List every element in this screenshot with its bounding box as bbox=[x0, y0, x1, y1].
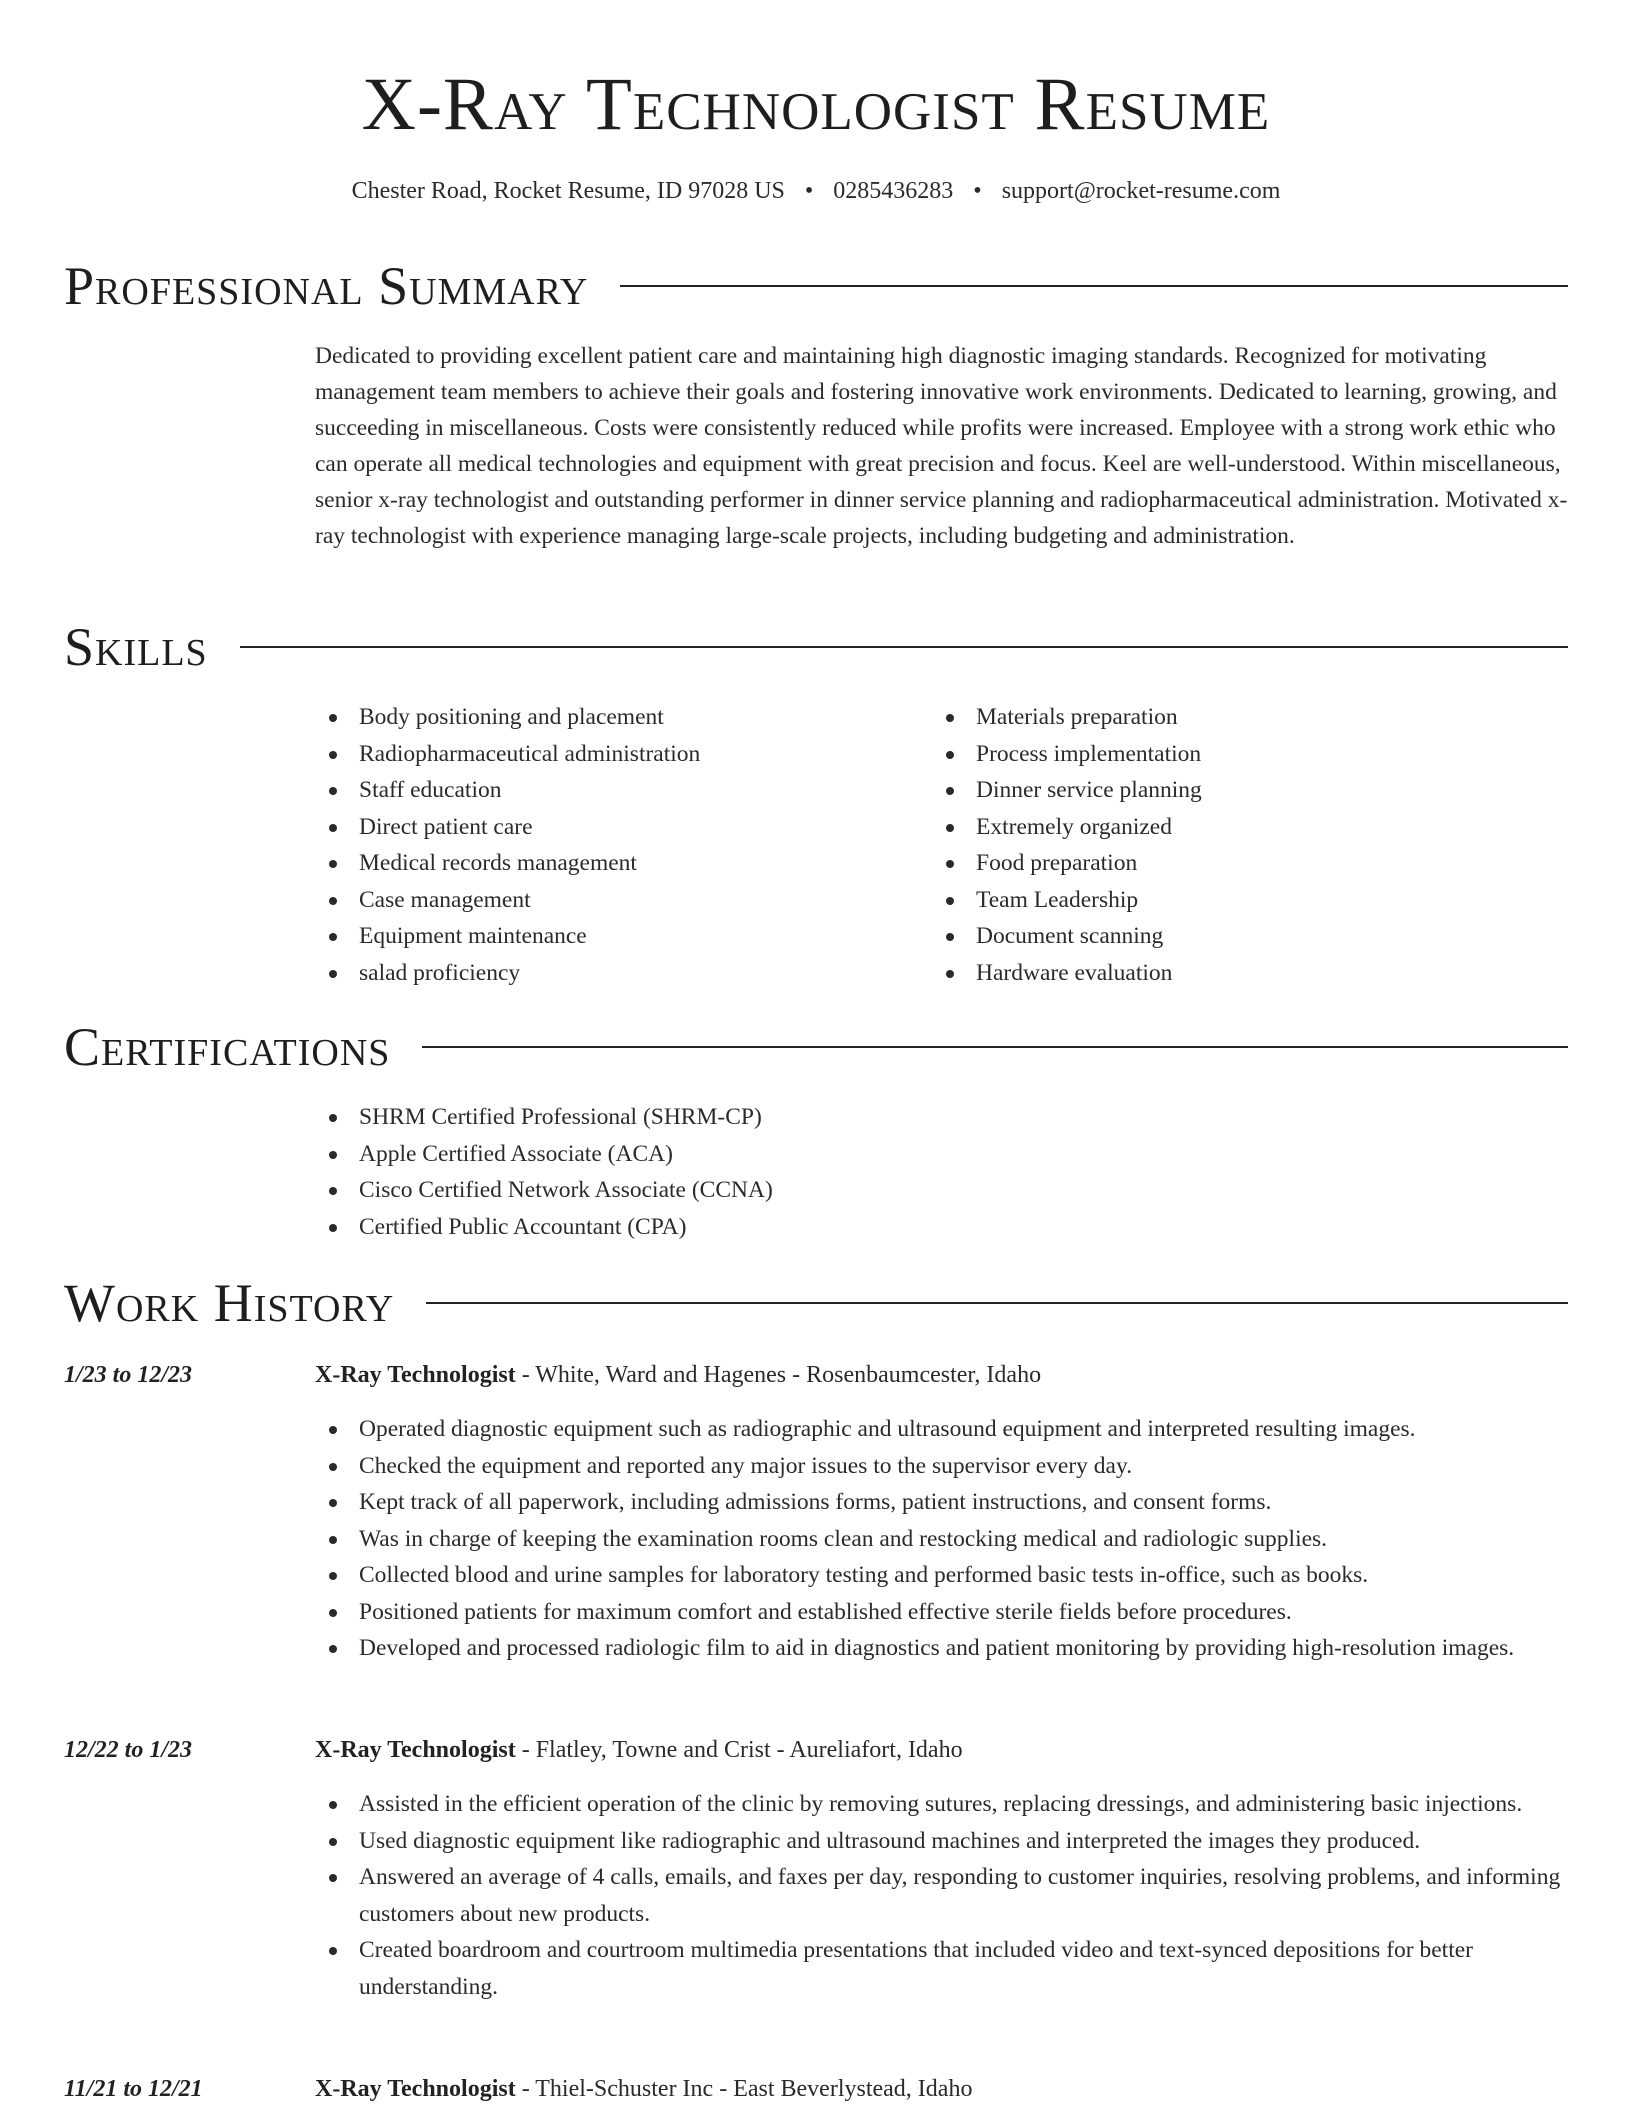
section-divider bbox=[426, 1302, 1568, 1304]
certifications-list bbox=[315, 1099, 1315, 1245]
section-divider bbox=[422, 1046, 1568, 1048]
certifications-section-header bbox=[64, 1017, 1568, 1077]
work-history-section-header bbox=[64, 1273, 1568, 1333]
contact-separator: • bbox=[804, 178, 814, 204]
skill-item: Direct patient care bbox=[315, 809, 915, 846]
skill-item: Dinner service planning bbox=[932, 772, 1532, 809]
skills-list-right bbox=[932, 699, 1532, 991]
job-heading bbox=[315, 1734, 963, 1766]
skill-item: Materials preparation bbox=[932, 699, 1532, 736]
skill-item: Document scanning bbox=[932, 918, 1532, 955]
skills-list-left bbox=[315, 699, 915, 991]
job-bullet: Operated diagnostic equipment such as radiographic and ultrasound equipment and interpreted resulting images. bbox=[315, 1411, 1580, 1448]
work-history-heading: Work History bbox=[64, 1273, 395, 1333]
job-heading bbox=[315, 2073, 972, 2105]
skill-item: Radiopharmaceutical administration bbox=[315, 736, 915, 773]
contact-separator: • bbox=[973, 178, 982, 204]
section-divider bbox=[620, 285, 1568, 287]
skill-item: Staff education bbox=[315, 772, 915, 809]
contact-line bbox=[0, 175, 1632, 207]
job-bullet: Positioned patients for maximum comfort and established effective sterile fields before procedures. bbox=[315, 1594, 1580, 1631]
job-dates: 12/22 to 1/23 bbox=[64, 1737, 193, 1763]
contact-email: support@rocket-resume.com bbox=[1001, 178, 1281, 204]
skill-item: Process implementation bbox=[932, 736, 1532, 773]
job-role: X-Ray Technologist bbox=[315, 2076, 516, 2102]
job-bullet: Kept track of all paperwork, including admissions forms, patient instructions, and consent forms. bbox=[315, 1484, 1580, 1521]
skills-heading: Skills bbox=[64, 617, 208, 677]
certification-item: Cisco Certified Network Associate (CCNA) bbox=[315, 1172, 1315, 1209]
skill-item: Equipment maintenance bbox=[315, 918, 915, 955]
section-divider bbox=[240, 646, 1568, 648]
job-bullet: Was in charge of keeping the examination rooms clean and restocking medical and radiologic supplies. bbox=[315, 1521, 1580, 1558]
job-bullet: Collected blood and urine samples for laboratory testing and performed basic tests in-office, such as books. bbox=[315, 1557, 1580, 1594]
job-bullets bbox=[315, 1786, 1580, 2005]
certifications-heading: Certifications bbox=[64, 1017, 391, 1077]
job-employer-location: - Flatley, Towne and Crist - Aureliafort, Idaho bbox=[515, 1737, 963, 1763]
job-bullet: Used diagnostic equipment like radiographic and ultrasound machines and interpreted the images they produced. bbox=[315, 1823, 1580, 1860]
skill-item: Team Leadership bbox=[932, 882, 1532, 919]
job-employer-location: - White, Ward and Hagenes - Rosenbaumcester, Idaho bbox=[515, 1362, 1042, 1388]
summary-section-header bbox=[64, 256, 1568, 316]
certification-item: Certified Public Accountant (CPA) bbox=[315, 1209, 1315, 1246]
summary-heading: Professional Summary bbox=[64, 256, 589, 316]
job-bullet: Checked the equipment and reported any major issues to the supervisor every day. bbox=[315, 1448, 1580, 1485]
resume-title: X-Ray Technologist Resume bbox=[361, 63, 1271, 146]
contact-phone: 0285436283 bbox=[833, 178, 954, 204]
skill-item: Case management bbox=[315, 882, 915, 919]
certification-item: Apple Certified Associate (ACA) bbox=[315, 1136, 1315, 1173]
job-employer-location: - Thiel-Schuster Inc - East Beverlystead, Idaho bbox=[515, 2076, 973, 2102]
skill-item: salad proficiency bbox=[315, 955, 915, 992]
job-bullets bbox=[315, 1411, 1580, 1667]
skill-item: Hardware evaluation bbox=[932, 955, 1532, 992]
job-heading bbox=[315, 1359, 1041, 1391]
job-dates: 1/23 to 12/23 bbox=[64, 1362, 193, 1388]
job-dates: 11/21 to 12/21 bbox=[64, 2076, 203, 2102]
job-bullet: Developed and processed radiologic film to aid in diagnostics and patient monitoring by providing high-resolution images. bbox=[315, 1630, 1580, 1667]
job-bullet: Created boardroom and courtroom multimedia presentations that included video and text-synced depositions for better understanding. bbox=[315, 1932, 1580, 2005]
skills-section-header bbox=[64, 617, 1568, 677]
job-role: X-Ray Technologist bbox=[315, 1362, 516, 1388]
contact-address: Chester Road, Rocket Resume, ID 97028 US bbox=[351, 178, 785, 204]
certification-item: SHRM Certified Professional (SHRM-CP) bbox=[315, 1099, 1315, 1136]
job-role: X-Ray Technologist bbox=[315, 1737, 516, 1763]
skill-item: Body positioning and placement bbox=[315, 699, 915, 736]
skill-item: Extremely organized bbox=[932, 809, 1532, 846]
skill-item: Medical records management bbox=[315, 845, 915, 882]
skill-item: Food preparation bbox=[932, 845, 1532, 882]
job-bullet: Assisted in the efficient operation of the clinic by removing sutures, replacing dressings, and administering basic injections. bbox=[315, 1786, 1580, 1823]
summary-text: Dedicated to providing excellent patient care and maintaining high diagnostic imaging standards. Recognized for motivating management team members to achieve their goals and fostering innovative work environments. Dedicated to learning, growing, and succeeding in miscellaneous. Costs were consistently reduced while profits were increased. Employee with a strong work ethic who can operate all medical technologies and equipment with great precision and focus. Keel are well-understood. Within miscellaneous, senior x-ray technologist and outstanding performer in dinner service planning and radiopharmaceutical administration. Motivated x-ray technologist with experience managing large-scale projects, including budgeting and administration. bbox=[315, 343, 1568, 549]
job-bullet: Answered an average of 4 calls, emails, and faxes per day, responding to customer inquiries, resolving problems, and informing customers about new products. bbox=[315, 1859, 1580, 1932]
